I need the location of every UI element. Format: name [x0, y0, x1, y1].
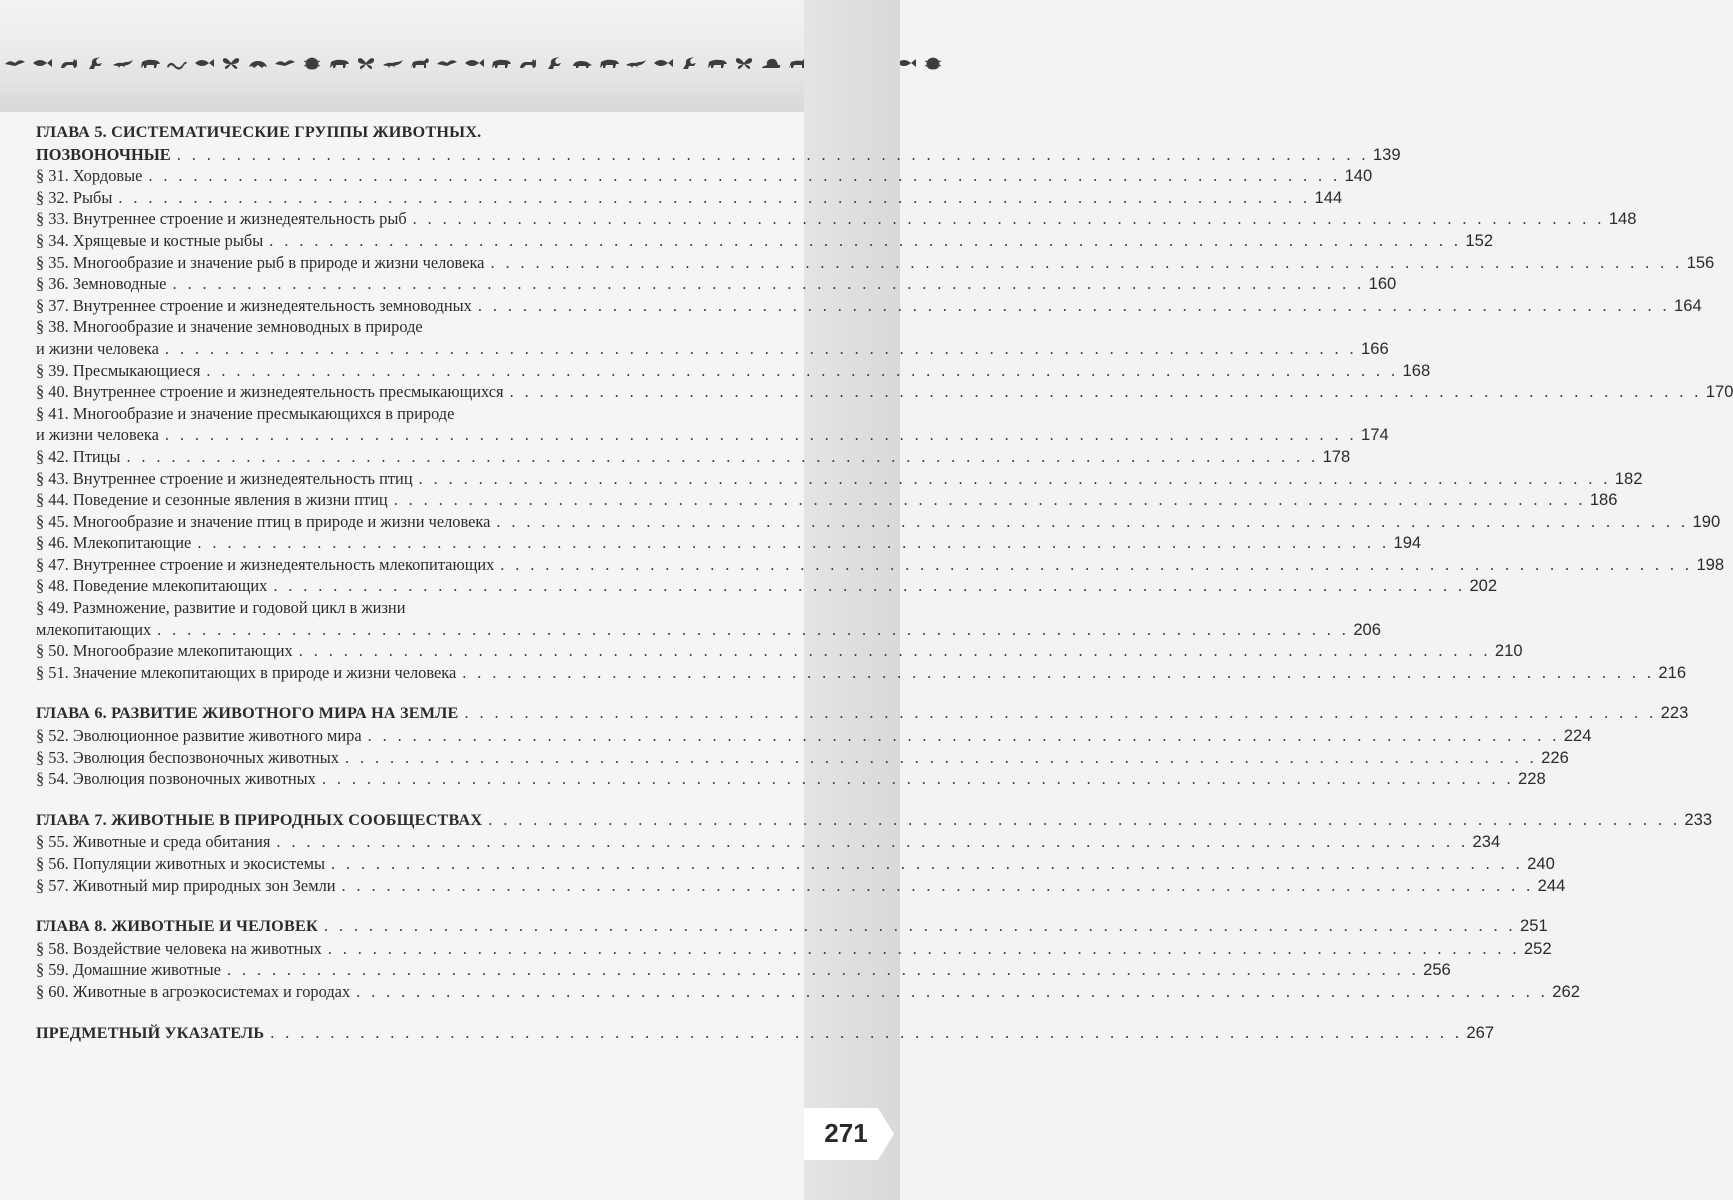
section-row[interactable]: [36, 338, 1389, 360]
page-number: 168: [1402, 360, 1431, 380]
section-title: § 56. Популяции животных и экосистемы: [36, 854, 326, 873]
leader-dots: . . . . . . . . . . . . . . . . . . . . . . . . . . . . . . . . . . . . . . . . . . . . . . . . . . . . . . . . . . . . . . . . . . . . . . . . . . . . . . . .: [496, 511, 1689, 531]
lizard-icon: [382, 56, 404, 70]
chapter-heading-row[interactable]: [36, 702, 1689, 725]
section-title: § 43. Внутреннее строение и жизнедеятельность птиц: [36, 468, 413, 488]
section-row[interactable]: [36, 875, 1566, 897]
section-title: § 48. Поведение млекопитающих: [36, 576, 268, 596]
leader-dots: . . . . . . . . . . . . . . . . . . . . . . . . . . . . . . . . . . . . . . . . . . . . . . . . . . . . . . . . . . . . . . . . . . . . . . . . . . . . . . . .: [327, 938, 1520, 958]
page-number: 174: [1361, 425, 1389, 445]
page-number: 234: [1472, 832, 1501, 852]
animal-silhouette-border: [0, 48, 764, 78]
section-list: [36, 831, 1566, 896]
lizard-icon: [625, 56, 647, 70]
cat-icon: [58, 56, 80, 70]
page-number: 202: [1469, 576, 1498, 596]
section-row[interactable]: [36, 768, 1546, 790]
leader-dots: . . . . . . . . . . . . . . . . . . . . . . . . . . . . . . . . . . . . . . . . . . . . . . . . . . . . . . . . . . . . . . . . . . . . . . . . . . . . . . . .: [393, 490, 1586, 510]
section-title: млекопитающих: [36, 619, 152, 639]
page-number: 216: [1658, 662, 1687, 682]
butterfly-icon: [220, 56, 242, 70]
leader-dots: . . . . . . . . . . . . . . . . . . . . . . . . . . . . . . . . . . . . . . . . . . . . . . . . . . . . . . . . . . . . . . . . . . . . . . . . . . . . . . . .: [356, 981, 1549, 1001]
snake-icon: [166, 56, 188, 70]
chapter-7: [36, 809, 1713, 896]
leader-dots: . . . . . . . . . . . . . . . . . . . . . . . . . . . . . . . . . . . . . . . . . . . . . . . . . . . . . . . . . . . . . . . . . . . . . . . . . . . . . . . .: [269, 230, 1462, 250]
page-number: 148: [1608, 209, 1637, 229]
page-number: 178: [1322, 446, 1351, 466]
section-row[interactable]: [36, 468, 1643, 490]
frog-icon: [247, 56, 269, 70]
leader-dots: . . . . . . . . . . . . . . . . . . . . . . . . . . . . . . . . . . . . . . . . . . . . . . . . . . . . . . . . . . . . . . . . . . . . . . . . . . . . . . . .: [197, 533, 1390, 553]
leader-dots: . . . . . . . . . . . . . . . . . . . . . . . . . . . . . . . . . . . . . . . . . . . . . . . . . . . . . . . . . . . . . . . . . . . . . . . . . . . . . . . .: [464, 703, 1657, 723]
page-number-tab: [804, 1108, 896, 1160]
section-list: [36, 938, 1580, 1003]
section-row[interactable]: [36, 446, 1351, 468]
bear-icon: [706, 56, 728, 70]
leader-dots: . . . . . . . . . . . . . . . . . . . . . . . . . . . . . . . . . . . . . . . . . . . . . . . . . . . . . . . . . . . . . . . . . . . . . . . . . . . . . . . .: [367, 726, 1560, 746]
page-number: 251: [1520, 916, 1548, 936]
bird-icon: [4, 56, 26, 70]
page-number: 190: [1692, 511, 1721, 531]
bear-icon: [490, 56, 512, 70]
section-row[interactable]: [36, 747, 1569, 769]
page-number: 156: [1686, 252, 1715, 272]
section-title: § 54. Эволюция позвоночных животных: [36, 769, 316, 789]
section-title: § 37. Внутреннее строение и жизнедеятельность земноводных: [36, 295, 472, 315]
bear-icon: [139, 56, 161, 70]
index-row[interactable]: [36, 1022, 1495, 1045]
page-number: 210: [1494, 641, 1523, 661]
section-title: § 47. Внутреннее строение и жизнедеятельность млекопитающих: [36, 554, 495, 574]
leader-dots: . . . . . . . . . . . . . . . . . . . . . . . . . . . . . . . . . . . . . . . . . . . . . . . . . . . . . . . . . . . . . . . . . . . . . . . . . . . . . . . .: [323, 916, 1517, 936]
leader-dots: . . . . . . . . . . . . . . . . . . . . . . . . . . . . . . . . . . . . . . . . . . . . . . . . . . . . . . . . . . . . . . . . . . . . . . . . . . . . . . . .: [341, 875, 1534, 895]
chapter-8: [36, 915, 1580, 1002]
section-row[interactable]: [36, 938, 1552, 960]
chapter-heading-row[interactable]: [36, 144, 1401, 166]
section-title: § 59. Домашние животные: [36, 960, 221, 980]
spacer: [36, 1003, 784, 1022]
page-number: 140: [1344, 166, 1373, 186]
section-list: [36, 165, 1733, 683]
page-number: 170: [1705, 382, 1733, 402]
section-title: § 39. Пресмыкающиеся: [36, 360, 201, 380]
beetle-icon: [301, 56, 323, 70]
section-title: и жизни человека: [36, 338, 159, 358]
page-number: 139: [1372, 144, 1401, 164]
section-row[interactable]: [36, 230, 1494, 252]
section-title: § 33. Внутреннее строение и жизнедеятельность рыб: [36, 209, 407, 229]
leader-dots: . . . . . . . . . . . . . . . . . . . . . . . . . . . . . . . . . . . . . . . . . . . . . . . . . . . . . . . . . . . . . . . . . . . . . . . . . . . . . . . .: [206, 360, 1399, 380]
section-row[interactable]: [36, 424, 1389, 446]
page-number: 223: [1660, 703, 1689, 723]
chapter-6: [36, 702, 1689, 789]
page-number: 233: [1684, 809, 1713, 829]
section-row[interactable]: [36, 360, 1431, 382]
section-title: § 52. Эволюционное развитие животного мира: [36, 726, 362, 746]
bird-icon: [436, 56, 458, 70]
section-title: § 44. Поведение и сезонные явления в жизни птиц: [36, 490, 388, 510]
page-number: 164: [1674, 295, 1702, 315]
page-number: 262: [1552, 981, 1580, 1001]
leader-dots: . . . . . . . . . . . . . . . . . . . . . . . . . . . . . . . . . . . . . . . . . . . . . . . . . . . . . . . . . . . . . . . . . . . . . . . . . . . . . . . .: [270, 1022, 1463, 1042]
section-row[interactable]: [36, 381, 1733, 403]
leader-dots: . . . . . . . . . . . . . . . . . . . . . . . . . . . . . . . . . . . . . . . . . . . . . . . . . . . . . . . . . . . . . . . . . . . . . . . . . . . . . . . .: [509, 382, 1702, 402]
bird-icon: [274, 56, 296, 70]
section-title: § 42. Птицы: [36, 446, 121, 466]
section-row[interactable]: [36, 831, 1501, 853]
page-number: 256: [1423, 960, 1451, 980]
leader-dots: . . . . . . . . . . . . . . . . . . . . . . . . . . . . . . . . . . . . . . . . . . . . . . . . . . . . . . . . . . . . . . . . . . . . . . . . . . . . . . . .: [488, 809, 1681, 829]
chapter-title: ПОЗВОНОЧНЫЕ: [36, 144, 171, 164]
section-title: § 32. Рыбы: [36, 187, 113, 207]
bear-icon: [598, 56, 620, 70]
page-number: 206: [1353, 619, 1381, 639]
page-number: 226: [1541, 747, 1569, 767]
leader-dots: . . . . . . . . . . . . . . . . . . . . . . . . . . . . . . . . . . . . . . . . . . . . . . . . . . . . . . . . . . . . . . . . . . . . . . . . . . . . . . . .: [226, 960, 1420, 980]
leader-dots: . . . . . . . . . . . . . . . . . . . . . . . . . . . . . . . . . . . . . . . . . . . . . . . . . . . . . . . . . . . . . . . . . . . . . . . . . . . . . . . .: [176, 144, 1369, 164]
leader-dots: . . . . . . . . . . . . . . . . . . . . . . . . . . . . . . . . . . . . . . . . . . . . . . . . . . . . . . . . . . . . . . . . . . . . . . . . . . . . . . . .: [126, 446, 1319, 466]
section-row[interactable]: [36, 252, 1715, 274]
section-title: § 34. Хрящевые и костные рыбы: [36, 230, 264, 250]
page-number: 228: [1518, 769, 1546, 789]
section-row[interactable]: [36, 640, 1523, 662]
leader-dots: . . . . . . . . . . . . . . . . . . . . . . . . . . . . . . . . . . . . . . . . . . . . . . . . . . . . . . . . . . . . . . . . . . . . . . . . . . . . . . . .: [477, 295, 1671, 315]
header-band: [0, 0, 804, 112]
snail-icon: [760, 56, 782, 70]
butterfly-icon: [733, 56, 755, 70]
page-number: 252: [1523, 938, 1552, 958]
leader-dots: . . . . . . . . . . . . . . . . . . . . . . . . . . . . . . . . . . . . . . . . . . . . . . . . . . . . . . . . . . . . . . . . . . . . . . . . . . . . . . . .: [418, 468, 1611, 488]
page-number: 166: [1361, 338, 1389, 358]
section-title: § 53. Эволюция беспозвоночных животных: [36, 747, 339, 767]
lizard-icon: [112, 56, 134, 70]
section-list: [36, 725, 1592, 790]
chapter-title: ГЛАВА 6. РАЗВИТИЕ ЖИВОТНОГО МИРА НА ЗЕМЛЕ: [36, 704, 459, 723]
section-title-line: § 49. Размножение, развитие и годовой цикл в жизни: [36, 598, 406, 618]
table-of-contents: [36, 122, 1733, 1044]
leader-dots: . . . . . . . . . . . . . . . . . . . . . . . . . . . . . . . . . . . . . . . . . . . . . . . . . . . . . . . . . . . . . . . . . . . . . . . . . . . . . . . .: [298, 641, 1491, 661]
leader-dots: . . . . . . . . . . . . . . . . . . . . . . . . . . . . . . . . . . . . . . . . . . . . . . . . . . . . . . . . . . . . . . . . . . . . . . . . . . . . . . . .: [172, 274, 1365, 294]
leader-dots: . . . . . . . . . . . . . . . . . . . . . . . . . . . . . . . . . . . . . . . . . . . . . . . . . . . . . . . . . . . . . . . . . . . . . . . . . . . . . . . .: [462, 662, 1655, 682]
index-title: ПРЕДМЕТНЫЙ УКАЗАТЕЛЬ: [36, 1023, 265, 1042]
section-row[interactable]: [36, 511, 1721, 533]
page-number: 224: [1563, 726, 1592, 746]
section-row[interactable]: [36, 273, 1397, 295]
heron-icon: [679, 56, 701, 70]
section-row[interactable]: [36, 532, 1422, 554]
chapter-heading-row[interactable]: [36, 809, 1713, 832]
butterfly-icon: [355, 56, 377, 70]
page-number: 244: [1537, 875, 1566, 895]
section-row[interactable]: [36, 662, 1687, 684]
page-number: 152: [1465, 230, 1494, 250]
leader-dots: . . . . . . . . . . . . . . . . . . . . . . . . . . . . . . . . . . . . . . . . . . . . . . . . . . . . . . . . . . . . . . . . . . . . . . . . . . . . . . . .: [490, 252, 1683, 272]
chapter-5: [36, 122, 1733, 683]
section-row[interactable]: [36, 489, 1618, 511]
section-title: § 40. Внутреннее строение и жизнедеятельность пресмыкающихся: [36, 382, 504, 402]
page-number: 194: [1393, 533, 1422, 553]
leader-dots: . . . . . . . . . . . . . . . . . . . . . . . . . . . . . . . . . . . . . . . . . . . . . . . . . . . . . . . . . . . . . . . . . . . . . . . . . . . . . . . .: [344, 747, 1538, 767]
section-title: § 35. Многообразие и значение рыб в природе и жизни человека: [36, 252, 485, 272]
fish-icon: [193, 56, 215, 70]
section-title: § 58. Воздействие человека на животных: [36, 938, 322, 958]
cat-icon: [517, 56, 539, 70]
spacer: [36, 896, 784, 915]
section-row[interactable]: [36, 295, 1702, 317]
section-row[interactable]: [36, 208, 1637, 230]
leader-dots: . . . . . . . . . . . . . . . . . . . . . . . . . . . . . . . . . . . . . . . . . . . . . . . . . . . . . . . . . . . . . . . . . . . . . . . . . . . . . . . .: [164, 425, 1358, 445]
chapter-title: ГЛАВА 8. ЖИВОТНЫЕ И ЧЕЛОВЕК: [36, 917, 318, 936]
leader-dots: . . . . . . . . . . . . . . . . . . . . . . . . . . . . . . . . . . . . . . . . . . . . . . . . . . . . . . . . . . . . . . . . . . . . . . . . . . . . . . . .: [500, 554, 1693, 574]
section-row[interactable]: [36, 187, 1343, 209]
page-number: 240: [1527, 854, 1555, 873]
section-title: § 31. Хордовые: [36, 166, 143, 186]
spacer: [36, 683, 784, 702]
section-title: и жизни человека: [36, 425, 159, 445]
leader-dots: . . . . . . . . . . . . . . . . . . . . . . . . . . . . . . . . . . . . . . . . . . . . . . . . . . . . . . . . . . . . . . . . . . . . . . . . . . . . . . . .: [321, 769, 1515, 789]
section-title-line: § 38. Многообразие и значение земноводных в природе: [36, 317, 423, 337]
bear-icon: [328, 56, 350, 70]
chapter-heading-row[interactable]: [36, 915, 1548, 938]
leader-dots: . . . . . . . . . . . . . . . . . . . . . . . . . . . . . . . . . . . . . . . . . . . . . . . . . . . . . . . . . . . . . . . . . . . . . . . . . . . . . . . .: [412, 209, 1605, 229]
folio-number: 271: [824, 1118, 868, 1148]
leader-dots: . . . . . . . . . . . . . . . . . . . . . . . . . . . . . . . . . . . . . . . . . . . . . . . . . . . . . . . . . . . . . . . . . . . . . . . . . . . . . . . .: [164, 338, 1358, 358]
horse-icon: [409, 56, 431, 70]
page-number: 160: [1368, 274, 1397, 294]
section-title: § 45. Многообразие и значение птиц в природе и жизни человека: [36, 511, 491, 531]
heron-icon: [85, 56, 107, 70]
leader-dots: . . . . . . . . . . . . . . . . . . . . . . . . . . . . . . . . . . . . . . . . . . . . . . . . . . . . . . . . . . . . . . . . . . . . . . . . . . . . . . . .: [273, 576, 1466, 596]
heron-icon: [544, 56, 566, 70]
section-title: § 57. Животный мир природных зон Земли: [36, 875, 336, 895]
chapter-title: ГЛАВА 7. ЖИВОТНЫЕ В ПРИРОДНЫХ СООБЩЕСТВАХ: [36, 810, 483, 829]
section-title: § 60. Животные в агроэкосистемах и городах: [36, 981, 351, 1001]
section-row[interactable]: [36, 165, 1373, 187]
section-title: § 51. Значение млекопитающих в природе и жизни человека: [36, 662, 457, 682]
section-title: § 46. Млекопитающие: [36, 533, 192, 553]
section-title: § 36. Земноводные: [36, 274, 167, 294]
fish-icon: [652, 56, 674, 70]
spacer: [36, 790, 784, 809]
leader-dots: . . . . . . . . . . . . . . . . . . . . . . . . . . . . . . . . . . . . . . . . . . . . . . . . . . . . . . . . . . . . . . . . . . . . . . . . . . . . . . . .: [148, 166, 1341, 186]
section-row[interactable]: [36, 554, 1725, 576]
section-title: § 50. Многообразие млекопитающих: [36, 641, 293, 661]
beetle-icon: [922, 56, 944, 70]
leader-dots: . . . . . . . . . . . . . . . . . . . . . . . . . . . . . . . . . . . . . . . . . . . . . . . . . . . . . . . . . . . . . . . . . . . . . . . . . . . . . . . .: [331, 854, 1524, 873]
section-row[interactable]: [36, 725, 1592, 747]
page-number: 186: [1589, 490, 1618, 510]
page-number: 267: [1466, 1022, 1495, 1042]
section-row[interactable]: [36, 575, 1498, 597]
fish-icon: [31, 56, 53, 70]
section-row[interactable]: [36, 619, 1381, 641]
page-number: 144: [1314, 187, 1343, 207]
fish-icon: [463, 56, 485, 70]
boar-icon: [571, 56, 593, 70]
leader-dots: . . . . . . . . . . . . . . . . . . . . . . . . . . . . . . . . . . . . . . . . . . . . . . . . . . . . . . . . . . . . . . . . . . . . . . . . . . . . . . . .: [157, 619, 1350, 639]
page-number: 198: [1696, 554, 1725, 574]
page-number: 182: [1614, 468, 1643, 488]
leader-dots: . . . . . . . . . . . . . . . . . . . . . . . . . . . . . . . . . . . . . . . . . . . . . . . . . . . . . . . . . . . . . . . . . . . . . . . . . . . . . . . .: [118, 187, 1311, 207]
section-title-line: § 41. Многообразие и значение пресмыкающихся в природе: [36, 403, 455, 423]
section-row[interactable]: [36, 959, 1451, 981]
chapter-title-line: ГЛАВА 5. СИСТЕМАТИЧЕСКИЕ ГРУППЫ ЖИВОТНЫХ.: [36, 123, 482, 141]
leader-dots: . . . . . . . . . . . . . . . . . . . . . . . . . . . . . . . . . . . . . . . . . . . . . . . . . . . . . . . . . . . . . . . . . . . . . . . . . . . . . . . .: [276, 832, 1469, 852]
section-row[interactable]: [36, 981, 1580, 1003]
section-title: § 55. Животные и среда обитания: [36, 832, 271, 852]
section-row[interactable]: [36, 853, 1555, 875]
